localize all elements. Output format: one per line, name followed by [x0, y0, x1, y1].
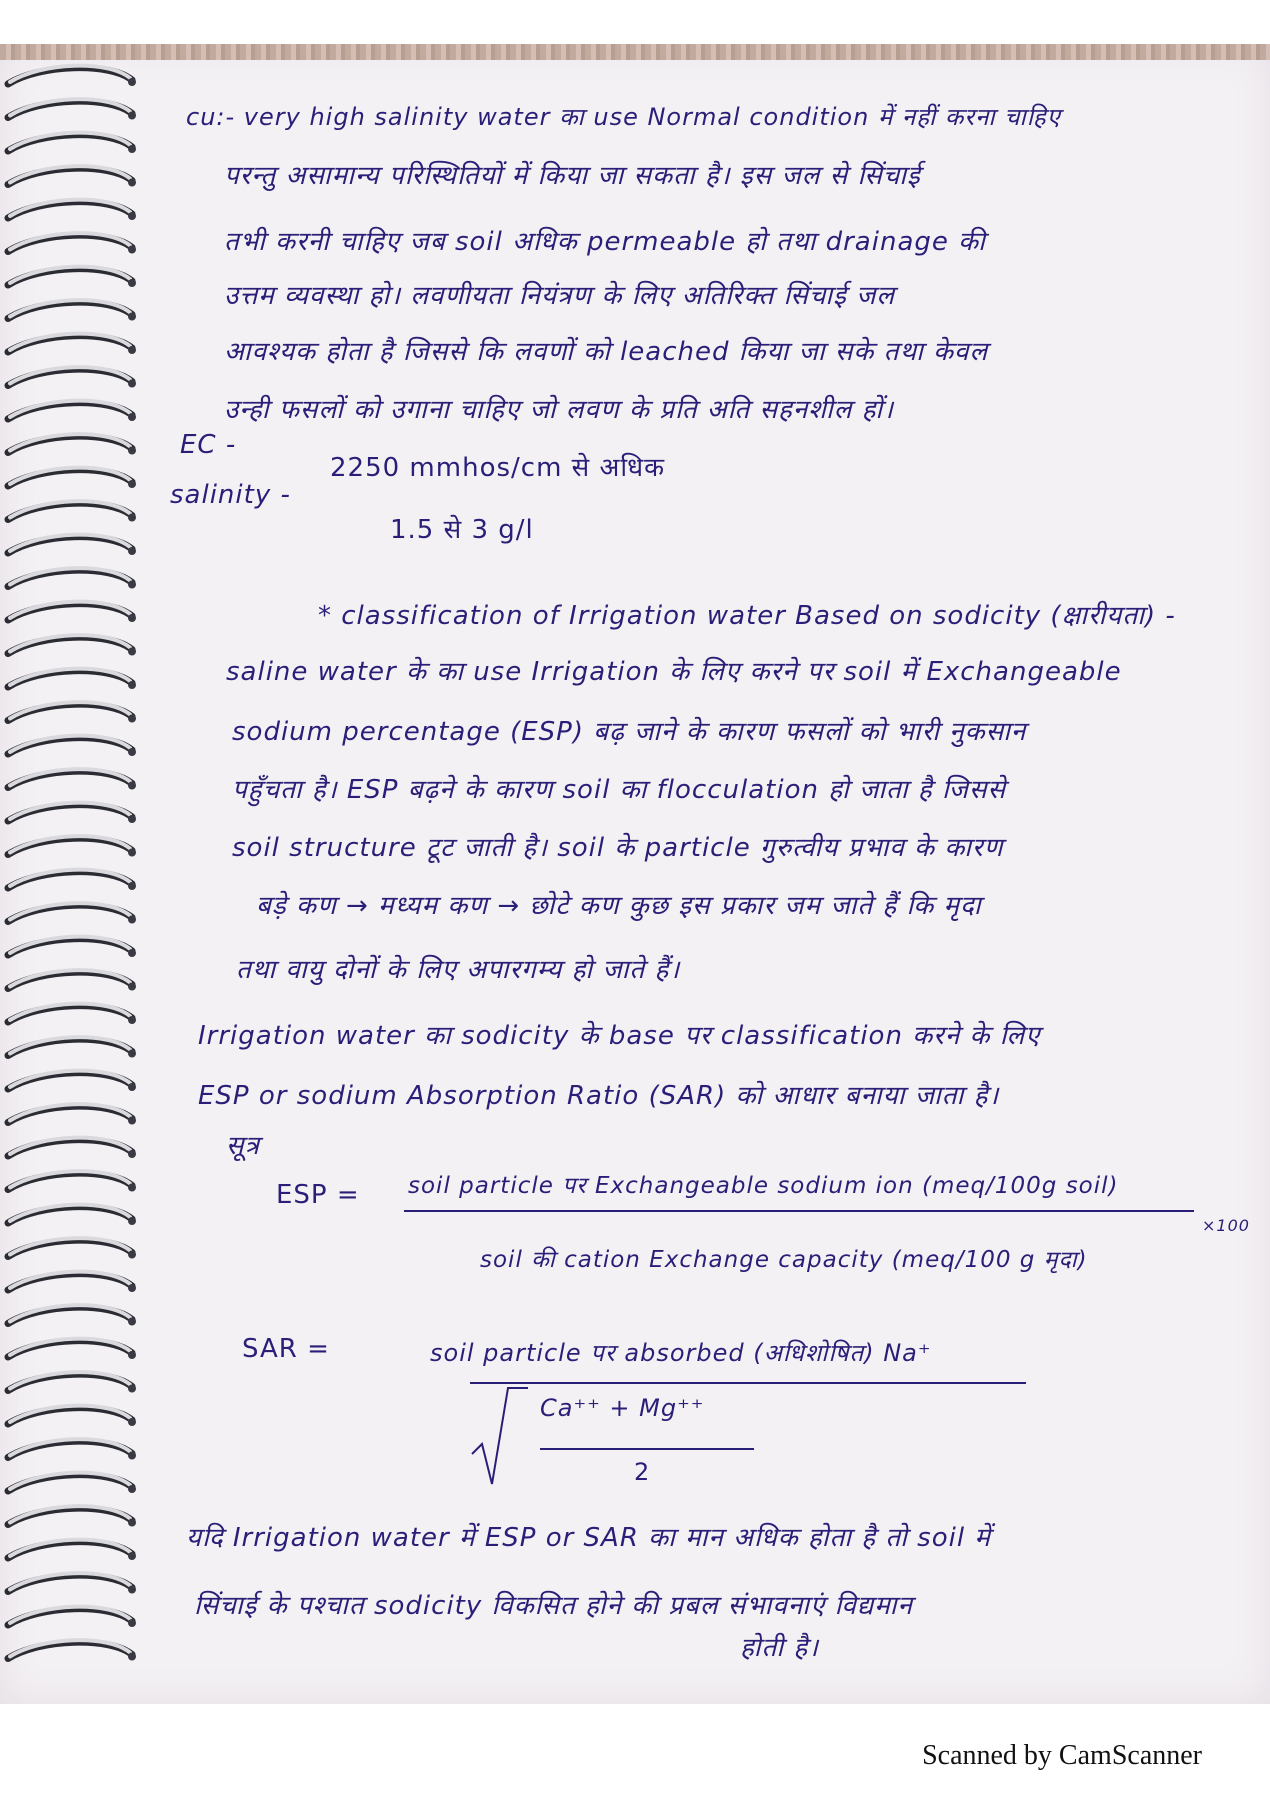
binding-hole	[128, 1351, 136, 1359]
binding-hole	[128, 748, 136, 756]
binding-hole	[128, 1586, 136, 1594]
closing-line-1: यदि Irrigation water में ESP or SAR का मान अधिक होता है तो soil में	[186, 1523, 991, 1553]
binding-hole	[128, 949, 136, 957]
torn-edge	[0, 44, 1270, 60]
binding-hole	[128, 815, 136, 823]
binding-hole	[128, 782, 136, 790]
binding-hole	[128, 1284, 136, 1292]
line-2: परन्तु असामान्य परिस्थितियों में किया जा सकता है। इस जल से सिंचाई	[224, 161, 921, 191]
binding-hole	[128, 1083, 136, 1091]
para-line-4: soil structure टूट जाती है। soil के particle गुरुत्वीय प्रभाव के कारण	[232, 833, 1004, 863]
binding-hole	[128, 1217, 136, 1225]
salinity-label: salinity -	[170, 480, 291, 510]
binding-hole	[128, 1418, 136, 1426]
esp-numerator: soil particle पर Exchangeable sodium ion (meq/100g soil)	[408, 1173, 1119, 1199]
binding-hole	[128, 480, 136, 488]
binding-hole	[128, 78, 136, 86]
formula-label: सूत्र	[226, 1131, 260, 1161]
square-root-sign	[468, 1384, 528, 1494]
binding-hole	[128, 1150, 136, 1158]
binding-hole	[128, 1318, 136, 1326]
basis-line-2: ESP or sodium Absorption Ratio (SAR) को आधार बनाया जाता है।	[198, 1081, 1000, 1111]
binding-hole	[128, 380, 136, 388]
binding-hole	[128, 1519, 136, 1527]
binding-hole	[128, 1653, 136, 1661]
line-4: उत्तम व्यवस्था हो। लवणीयता नियंत्रण के लिए अतिरिक्त सिंचाई जल	[224, 281, 896, 311]
binding-hole	[128, 447, 136, 455]
binding-hole	[128, 179, 136, 187]
binding-hole	[128, 916, 136, 924]
binding-hole	[128, 648, 136, 656]
binding-hole	[128, 1385, 136, 1393]
para-line-5: बड़े कण → मध्यम कण → छोटे कण कुछ इस प्रकार जम जाते हैं कि मृदा	[256, 891, 982, 921]
binding-hole	[128, 1552, 136, 1560]
sar-inner-bar	[540, 1448, 754, 1450]
esp-fraction-bar	[404, 1210, 1194, 1212]
salinity-value: 1.5 से 3 g/l	[390, 515, 534, 545]
line-1: cu:- very high salinity water का use Normal condition में नहीं करना चाहिए	[186, 103, 1061, 131]
binding-hole	[128, 413, 136, 421]
ec-value: 2250 mmhos/cm से अधिक	[330, 453, 666, 483]
line-3: तभी करनी चाहिए जब soil अधिक permeable हो तथा drainage की	[224, 227, 986, 257]
binding-hole	[128, 1452, 136, 1460]
binding-hole	[128, 614, 136, 622]
binding-hole	[128, 246, 136, 254]
sar-numerator: soil particle पर absorbed (अधिशोषित) Na⁺	[430, 1339, 932, 1367]
basis-line-1: Irrigation water का sodicity के base पर classification करने के लिए	[198, 1021, 1041, 1051]
binding-hole	[128, 547, 136, 555]
binding-hole	[128, 145, 136, 153]
binding-hole	[128, 1485, 136, 1493]
binding-hole	[128, 581, 136, 589]
binding-hole	[128, 313, 136, 321]
binding-hole	[128, 1117, 136, 1125]
binding-hole	[128, 715, 136, 723]
para-line-3: पहुँचता है। ESP बढ़ने के कारण soil का flocculation हो जाता है जिससे	[232, 775, 1007, 805]
binding-hole	[128, 1184, 136, 1192]
closing-line-3: होती है।	[740, 1633, 820, 1663]
sar-label: SAR =	[242, 1334, 330, 1364]
closing-line-2: सिंचाई के पश्चात sodicity विकसित होने की प्रबल संभावनाएं विद्यमान	[194, 1591, 913, 1621]
esp-label: ESP =	[276, 1180, 360, 1210]
binding-hole	[128, 849, 136, 857]
binding-hole	[128, 1251, 136, 1259]
scanner-watermark: Scanned by CamScanner	[922, 1740, 1202, 1771]
para-line-2: sodium percentage (ESP) बढ़ जाने के कारण फसलों को भारी नुकसान	[232, 717, 1027, 747]
esp-denominator: soil की cation Exchange capacity (meq/100 g मृदा)	[480, 1247, 1088, 1273]
binding-hole	[128, 514, 136, 522]
binding-hole	[128, 983, 136, 991]
section-heading: * classification of Irrigation water Based on sodicity (क्षारीयता) -	[318, 601, 1176, 631]
binding-hole	[128, 112, 136, 120]
para-line-6: तथा वायु दोनों के लिए अपारगम्य हो जाते हैं।	[236, 955, 681, 985]
ec-label: EC -	[180, 430, 237, 460]
scan-top-margin	[0, 0, 1270, 44]
binding-hole	[128, 212, 136, 220]
binding-hole	[128, 279, 136, 287]
spiral-binding	[0, 60, 140, 1700]
sar-denominator-top: Ca⁺⁺ + Mg⁺⁺	[540, 1394, 705, 1422]
binding-hole	[128, 346, 136, 354]
binding-hole	[128, 882, 136, 890]
binding-hole	[128, 1050, 136, 1058]
line-6: उन्ही फसलों को उगाना चाहिए जो लवण के प्रति अति सहनशील हों।	[224, 395, 894, 425]
sar-denominator-bottom: 2	[634, 1458, 651, 1486]
binding-hole	[128, 1619, 136, 1627]
line-5: आवश्यक होता है जिससे कि लवणों को leached किया जा सके तथा केवल	[224, 337, 989, 367]
para-line-1: saline water के का use Irrigation के लिए करने पर soil में Exchangeable	[226, 657, 1122, 687]
sar-fraction-bar	[470, 1382, 1026, 1384]
esp-multiplier: ×100	[1202, 1216, 1250, 1235]
binding-hole	[128, 681, 136, 689]
binding-hole	[128, 1016, 136, 1024]
